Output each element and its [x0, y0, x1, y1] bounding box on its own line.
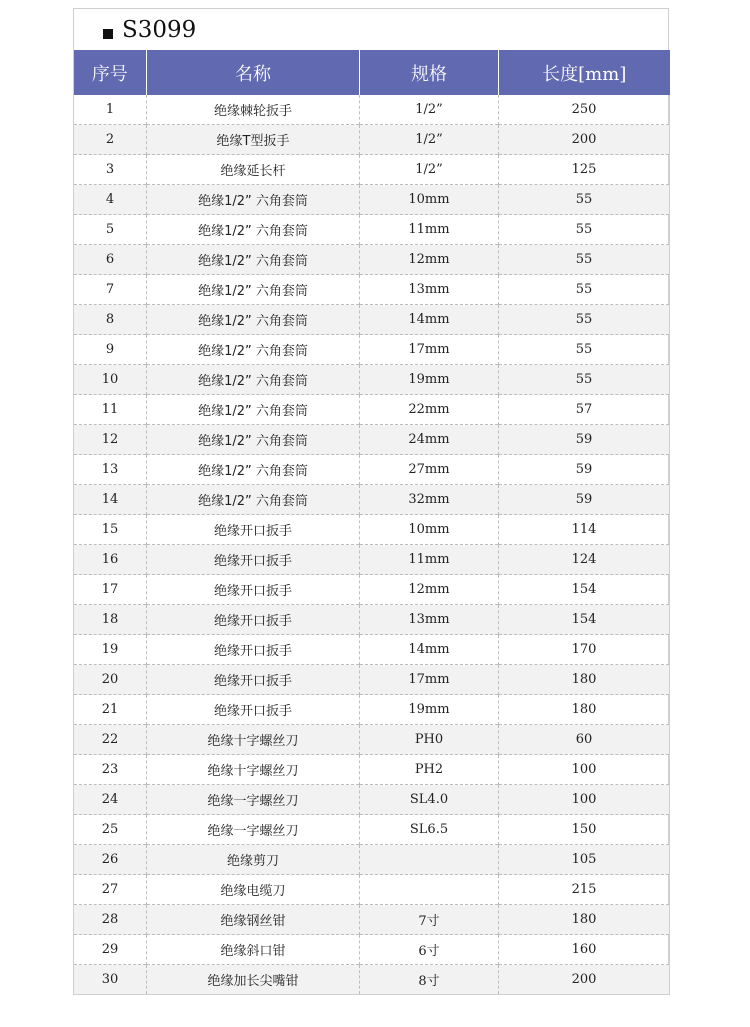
row-index: 28: [74, 905, 147, 935]
row-name: 绝缘开口扳手: [147, 575, 360, 605]
row-name: 绝缘1/2” 六角套筒: [147, 185, 360, 215]
row-index: 16: [74, 545, 147, 575]
table-row: [74, 695, 670, 725]
row-name: 绝缘1/2” 六角套筒: [147, 305, 360, 335]
row-index: 17: [74, 575, 147, 605]
row-name: 绝缘延长杆: [147, 155, 360, 185]
row-index: 1: [74, 95, 147, 125]
row-index: 12: [74, 425, 147, 455]
row-name: 绝缘电缆刀: [147, 875, 360, 905]
row-length: 150: [499, 815, 670, 845]
row-spec: 7寸: [360, 905, 499, 935]
row-index: 2: [74, 125, 147, 155]
row-length: 154: [499, 575, 670, 605]
row-name: 绝缘一字螺丝刀: [147, 785, 360, 815]
row-index: 27: [74, 875, 147, 905]
row-spec: 10mm: [360, 515, 499, 545]
product-spec-panel: [73, 8, 669, 995]
table-row: [74, 785, 670, 815]
row-length: 55: [499, 245, 670, 275]
row-name: 绝缘十字螺丝刀: [147, 725, 360, 755]
row-length: 55: [499, 305, 670, 335]
row-spec: SL6.5: [360, 815, 499, 845]
row-name: 绝缘开口扳手: [147, 545, 360, 575]
row-spec: 13mm: [360, 275, 499, 305]
row-spec: 22mm: [360, 395, 499, 425]
row-spec: 6寸: [360, 935, 499, 965]
title-bar: [74, 9, 668, 50]
row-length: 200: [499, 125, 670, 155]
table-row: [74, 815, 670, 845]
table-row: [74, 245, 670, 275]
table-row: [74, 935, 670, 965]
row-length: 114: [499, 515, 670, 545]
row-name: 绝缘开口扳手: [147, 665, 360, 695]
row-name: 绝缘1/2” 六角套筒: [147, 215, 360, 245]
row-name: 绝缘1/2” 六角套筒: [147, 425, 360, 455]
table-row: [74, 215, 670, 245]
row-name: 绝缘1/2” 六角套筒: [147, 455, 360, 485]
spec-table: [73, 50, 670, 995]
table-row: [74, 305, 670, 335]
row-spec: 14mm: [360, 635, 499, 665]
row-length: 125: [499, 155, 670, 185]
row-name: 绝缘开口扳手: [147, 605, 360, 635]
row-spec: 12mm: [360, 245, 499, 275]
row-index: 9: [74, 335, 147, 365]
row-length: 55: [499, 215, 670, 245]
row-spec: 13mm: [360, 605, 499, 635]
square-bullet-icon: [103, 29, 113, 39]
row-spec: 1/2”: [360, 95, 499, 125]
row-length: 100: [499, 785, 670, 815]
row-name: 绝缘一字螺丝刀: [147, 815, 360, 845]
row-index: 30: [74, 965, 147, 995]
row-spec: 17mm: [360, 665, 499, 695]
table-row: [74, 905, 670, 935]
row-length: 55: [499, 275, 670, 305]
row-index: 19: [74, 635, 147, 665]
table-row: [74, 395, 670, 425]
row-spec: 19mm: [360, 365, 499, 395]
row-index: 11: [74, 395, 147, 425]
row-spec: 32mm: [360, 485, 499, 515]
table-row: [74, 755, 670, 785]
row-name: 绝缘棘轮扳手: [147, 95, 360, 125]
row-index: 13: [74, 455, 147, 485]
row-index: 6: [74, 245, 147, 275]
table-row: [74, 125, 670, 155]
row-index: 14: [74, 485, 147, 515]
row-name: 绝缘1/2” 六角套筒: [147, 275, 360, 305]
row-spec: 27mm: [360, 455, 499, 485]
row-length: 59: [499, 425, 670, 455]
table-row: [74, 155, 670, 185]
row-length: 55: [499, 185, 670, 215]
row-name: 绝缘钢丝钳: [147, 905, 360, 935]
row-name: 绝缘1/2” 六角套筒: [147, 335, 360, 365]
table-row: [74, 455, 670, 485]
row-spec: 10mm: [360, 185, 499, 215]
table-row: [74, 665, 670, 695]
row-length: 250: [499, 95, 670, 125]
table-row: [74, 845, 670, 875]
row-name: 绝缘1/2” 六角套筒: [147, 245, 360, 275]
row-length: 105: [499, 845, 670, 875]
spec-table-header: [74, 50, 670, 95]
table-row: [74, 485, 670, 515]
table-row: [74, 605, 670, 635]
row-spec: 11mm: [360, 215, 499, 245]
row-index: 24: [74, 785, 147, 815]
row-spec: 12mm: [360, 575, 499, 605]
row-length: 180: [499, 695, 670, 725]
table-row: [74, 635, 670, 665]
spec-table-body: [74, 95, 670, 995]
table-row: [74, 185, 670, 215]
model-title: S3099: [122, 17, 197, 43]
row-length: 170: [499, 635, 670, 665]
row-spec: 1/2”: [360, 125, 499, 155]
row-length: 57: [499, 395, 670, 425]
row-length: 124: [499, 545, 670, 575]
row-name: 绝缘开口扳手: [147, 695, 360, 725]
row-name: 绝缘剪刀: [147, 845, 360, 875]
row-spec: PH2: [360, 755, 499, 785]
row-length: 215: [499, 875, 670, 905]
row-length: 55: [499, 335, 670, 365]
table-row: [74, 365, 670, 395]
row-index: 20: [74, 665, 147, 695]
header-length: 长度[mm]: [499, 50, 670, 95]
row-index: 5: [74, 215, 147, 245]
row-name: 绝缘1/2” 六角套筒: [147, 365, 360, 395]
table-row: [74, 965, 670, 995]
row-spec: 14mm: [360, 305, 499, 335]
row-index: 7: [74, 275, 147, 305]
row-spec: [360, 875, 499, 905]
header-index: 序号: [74, 50, 147, 95]
row-index: 4: [74, 185, 147, 215]
row-index: 3: [74, 155, 147, 185]
row-index: 26: [74, 845, 147, 875]
row-spec: 17mm: [360, 335, 499, 365]
row-length: 200: [499, 965, 670, 995]
header-row: [74, 50, 670, 95]
row-index: 25: [74, 815, 147, 845]
row-name: 绝缘开口扳手: [147, 635, 360, 665]
row-length: 55: [499, 365, 670, 395]
table-row: [74, 545, 670, 575]
row-index: 10: [74, 365, 147, 395]
table-row: [74, 275, 670, 305]
row-index: 22: [74, 725, 147, 755]
table-row: [74, 515, 670, 545]
row-name: 绝缘开口扳手: [147, 515, 360, 545]
row-length: 59: [499, 455, 670, 485]
row-index: 15: [74, 515, 147, 545]
row-length: 180: [499, 665, 670, 695]
row-spec: 1/2”: [360, 155, 499, 185]
table-row: [74, 575, 670, 605]
table-row: [74, 335, 670, 365]
row-spec: SL4.0: [360, 785, 499, 815]
row-index: 18: [74, 605, 147, 635]
row-name: 绝缘1/2” 六角套筒: [147, 485, 360, 515]
row-length: 60: [499, 725, 670, 755]
row-index: 29: [74, 935, 147, 965]
row-length: 59: [499, 485, 670, 515]
table-row: [74, 875, 670, 905]
row-length: 100: [499, 755, 670, 785]
row-name: 绝缘加长尖嘴钳: [147, 965, 360, 995]
row-length: 154: [499, 605, 670, 635]
row-spec: 11mm: [360, 545, 499, 575]
table-row: [74, 95, 670, 125]
table-row: [74, 725, 670, 755]
row-length: 180: [499, 905, 670, 935]
header-name: 名称: [147, 50, 360, 95]
row-spec: 24mm: [360, 425, 499, 455]
row-spec: PH0: [360, 725, 499, 755]
row-spec: 19mm: [360, 695, 499, 725]
row-name: 绝缘十字螺丝刀: [147, 755, 360, 785]
row-spec: [360, 845, 499, 875]
row-index: 21: [74, 695, 147, 725]
row-index: 8: [74, 305, 147, 335]
row-name: 绝缘1/2” 六角套筒: [147, 395, 360, 425]
row-index: 23: [74, 755, 147, 785]
row-name: 绝缘T型扳手: [147, 125, 360, 155]
header-spec: 规格: [360, 50, 499, 95]
row-name: 绝缘斜口钳: [147, 935, 360, 965]
row-spec: 8寸: [360, 965, 499, 995]
row-length: 160: [499, 935, 670, 965]
table-row: [74, 425, 670, 455]
